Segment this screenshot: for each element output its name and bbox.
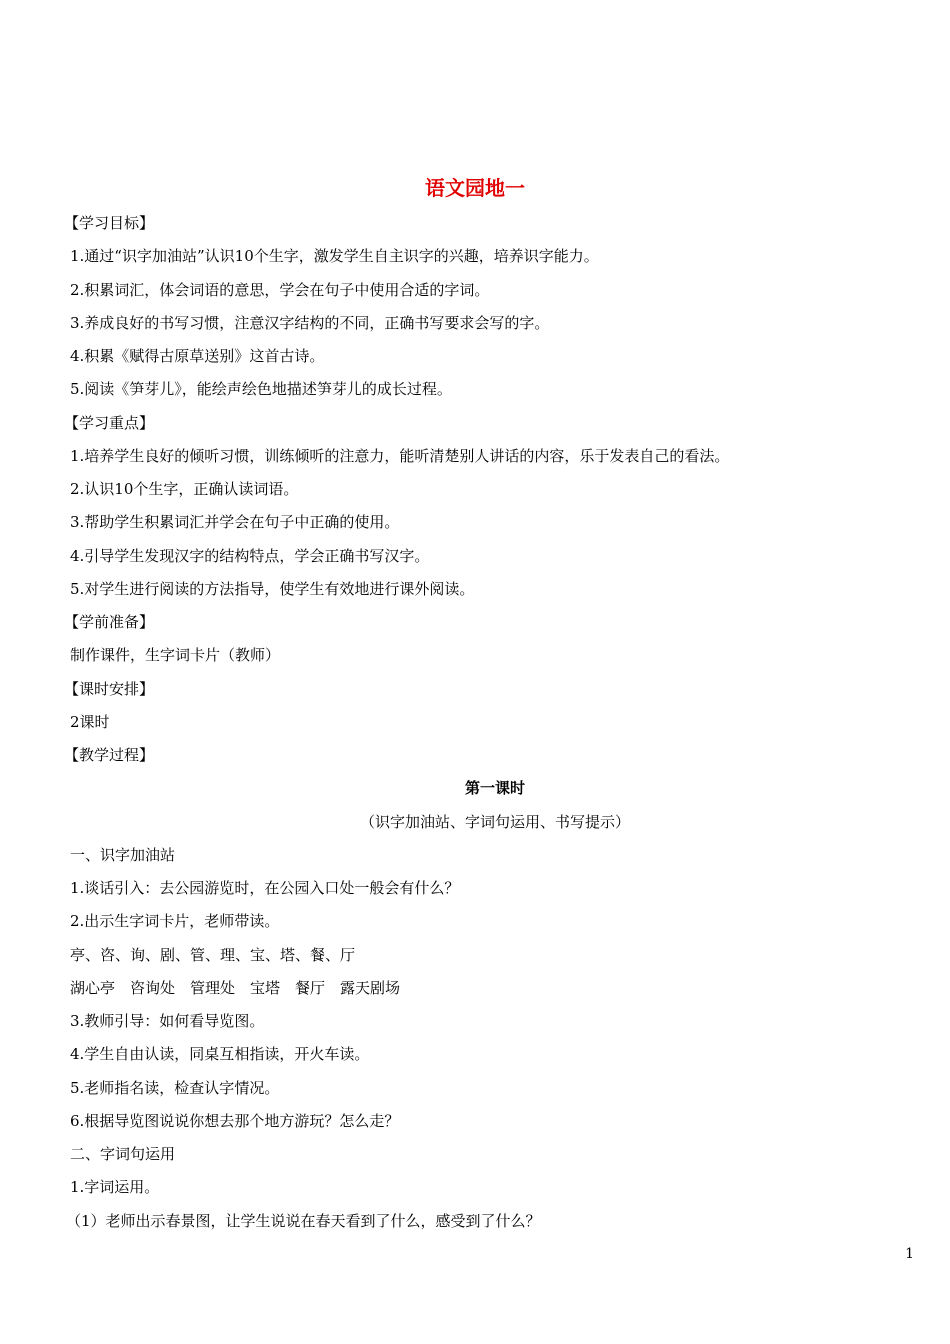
text-line: 1.谈话引入：去公园游览时，在公园入口处一般会有什么？ [70, 879, 460, 897]
section-heading: 【学习重点】 [64, 413, 155, 432]
text-line: 4.引导学生发现汉字的结构特点，学会正确书写汉字。 [70, 546, 430, 565]
text-line: 1.培养学生良好的倾听习惯，训练倾听的注意力，能听清楚别人讲话的内容，乐于发表自己的看法。 [70, 446, 730, 465]
text-line: 3.帮助学生积累词汇并学会在句子中正确的使用。 [70, 513, 400, 532]
text-line: 5.对学生进行阅读的方法指导，使学生有效地进行课外阅读。 [70, 579, 475, 598]
text-line: 二、字词句运用 [70, 1145, 176, 1163]
text-line: 2.认识10个生字，正确认读词语。 [70, 480, 299, 498]
document-body [64, 207, 890, 1238]
text-line: 2课时 [70, 712, 110, 731]
text-line: （1）老师出示春景图，让学生说说在春天看到了什么，感受到了什么？ [66, 1211, 541, 1230]
section-heading: 【学前准备】 [64, 613, 155, 631]
lesson-subtitle: （识字加油站、字词句运用、书写提示） [359, 812, 630, 831]
page-number: 1 [905, 1246, 914, 1262]
text-line: 3.养成良好的书写习惯，注意汉字结构的不同，正确书写要求会写的字。 [70, 313, 550, 332]
text-line: 一、识字加油站 [70, 845, 176, 864]
text-line: 亭、咨、询、剧、管、理、宝、塔、餐、厅 [70, 945, 356, 964]
section-heading: 【学习目标】 [64, 214, 155, 232]
text-line: 湖心亭 咨询处 管理处 宝塔 餐厅 露天剧场 [70, 978, 401, 997]
text-line: 3.教师引导：如何看导览图。 [70, 1012, 265, 1030]
document-title: 语文园地一 [425, 176, 525, 200]
text-line: 4.学生自由认读，同桌互相指读，开火车读。 [70, 1045, 370, 1064]
text-line: 1.通过“识字加油站”认识10个生字，激发学生自主识字的兴趣，培养识字能力。 [70, 247, 599, 266]
text-line: 4.积累《赋得古原草送别》这首古诗。 [70, 347, 325, 365]
text-line: 5.老师指名读，检查认字情况。 [70, 1078, 280, 1097]
text-line: 2.积累词汇，体会词语的意思，学会在句子中使用合适的字词。 [70, 280, 490, 299]
text-line: 5.阅读《笋芽儿》，能绘声绘色地描述笋芽儿的成长过程。 [70, 380, 452, 399]
text-line: 1.字词运用。 [70, 1178, 160, 1197]
section-heading: 【教学过程】 [64, 746, 155, 764]
text-line: 6.根据导览图说说你想去那个地方游玩？怎么走？ [70, 1111, 400, 1130]
text-line: 制作课件，生字词卡片（教师） [70, 646, 281, 665]
text-line: 2.出示生字词卡片，老师带读。 [70, 912, 280, 931]
section-heading: 【课时安排】 [64, 679, 155, 698]
lesson-heading: 第一课时 [464, 779, 525, 798]
